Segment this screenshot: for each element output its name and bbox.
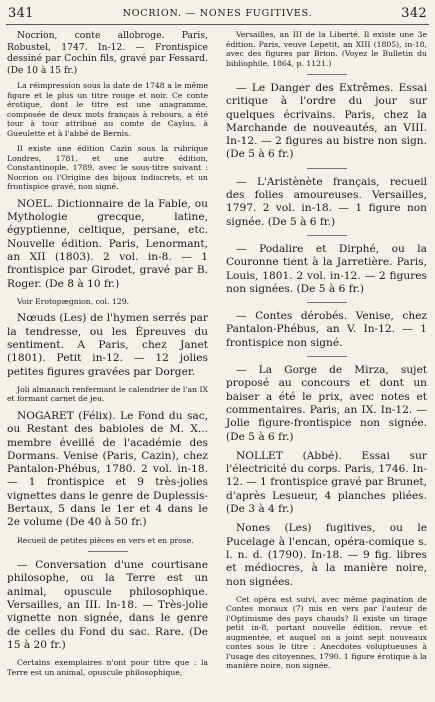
note-versailles: Versailles, an III de la Liberté. Il existe une 3e édition. Paris, veuve Lepetit, an XIII (1805), in-18, avec des figures par Brion. (Voyez le Bulletin du bibliophile, 1864, p. 1121.) bbox=[226, 30, 427, 68]
page-number-left: 341 bbox=[8, 6, 34, 21]
right-column bbox=[226, 30, 427, 677]
note-cazin: Il existe une édition Cazin sous la rubrique Londres, 1781, et une autre édition, Constantinople, 1789, avec le sous-titre suivant : Nocrion ou l'Origine des bijoux indiscrets, et un frontispice gravé, non signé. bbox=[7, 144, 208, 192]
entry-gorge-mirza: — La Gorge de Mirza, sujet proposé au concours et dont un baiser a été le prix, avec notes et commentaires. Paris, an IX. In-12. — Jolie figure-frontispice non signée. (De 5 à 6 fr.) bbox=[226, 364, 427, 443]
entry-contes-derobes: — Contes dérobés. Venise, chez Pantalon-Phébus, an V. In-12. — 1 frontispice non signé. bbox=[226, 310, 427, 349]
entry-aristenete: — L'Aristènète français, recueil des folies amoureuses. Versailles, 1797. 2 vol. in-18. — 1 figure non signée. (De 5 à 6 fr.) bbox=[226, 175, 427, 228]
entry-nocrion: Nocrion, conte allobroge. Paris, Robustel, 1747. In-12. — Frontispice dessiné par Cochin fils, gravé par Fessard. (De 10 à 15 fr.) bbox=[7, 30, 208, 76]
separator bbox=[307, 302, 347, 303]
header-rule bbox=[6, 24, 429, 25]
note-opera: Cet opéra est suivi, avec même pagination de Contes moraux (7) mis en vers par l'auteur de l'Optimisme des pays chauds? Il existe un tirage petit in-8, portant nouvelle édition, revue et augmentée, et auquel on a joint sept nouveaux contes sous le titre : Anecdotes voluptueuses à l'usage des citoyennes, 1790. 1 figure érotique à la manière noire, non signée. bbox=[226, 594, 427, 671]
entry-nones: Nones (Les) fugitives, ou le Pucelage à l'encan, opéra-comique s. l. n. d. (1790). In-18. — 9 fig. libres et médiocres, à la manière noire, non signées. bbox=[226, 522, 427, 588]
running-title: NOCRION. — NONES FUGITIVES. bbox=[122, 8, 313, 19]
separator bbox=[307, 235, 347, 236]
page-header bbox=[0, 0, 435, 24]
entry-noel: NOEL. Dictionnaire de la Fable, ou Mythologie grecque, latine, égyptienne, celtique, persane, etc. Nouvelle édition. Paris, Lenormant, an XII (1803). 2 vol. in-8. — 1 frontispice par Girodet, gravé par B. Roger. (De 8 à 10 fr.) bbox=[7, 197, 208, 290]
note-exemplaires: Certains exemplaires n'ont pour titre que : la Terre est un animal, opuscule philosophique, bbox=[7, 658, 208, 677]
entry-podalire: — Podalire et Dirphé, ou la Couronne tient à la Jarretière. Paris, Louis, 1801. 2 vol. in-12. — 2 figures non signées. (De 5 à 6 fr.) bbox=[226, 242, 427, 295]
entry-danger: — Le Danger des Extrêmes. Essai critique à l'ordre du jour sur quelques écrivains. Paris, chez la Marchande de nouveautés, an VIII. In-12. — 2 figures au bistre non sign. (De 5 à 6 fr.) bbox=[226, 82, 427, 161]
note-almanach: Joli almanach renfermant le calendrier de l'an IX et formant carnet de jeu. bbox=[7, 384, 208, 404]
page-number-right: 342 bbox=[401, 6, 427, 21]
entry-nollet: NOLLET (Abbé). Essai sur l'électricité du corps. Paris, 1746. In-12. — 1 frontispice gravé par Brunet, d'après Lesueur, 4 planches pliées. (De 3 à 4 fr.) bbox=[226, 449, 427, 516]
separator bbox=[307, 356, 347, 357]
note-reimpression: La réimpression sous la date de 1748 a le même figure et le plus un titre rouge et noir. Ce conte érotique, dont le titre est une anagramme, composée de deux mots français à rebours, a été tour à tour attribué au comte de Caylus, à Gueulette et à l'abbé de Bernis. bbox=[7, 81, 208, 138]
left-column bbox=[7, 30, 208, 683]
entry-nogaret: NOGARET (Félix). Le Fond du sac, ou Restant des babioles de M. X... membre éveillé de l'académie des Dormans. Venise (Paris, Cazin), chez Pantalon-Phébus, 1780. 2 vol. in-18. — 1 frontispice et 9 très-jolies vignettes dans le genre de Duplessis-Bertaux, 5 dans le 1er et 4 dans le 2e volume (De 40 à 50 fr.) bbox=[7, 409, 208, 529]
entry-noeuds: Nœuds (Les) de l'hymen serrés par la tendresse, ou les Épreuves du sentiment. A Paris, chez Janet (1801). Petit in-12. — 12 jolies petites figures gravées par Dorger. bbox=[7, 312, 208, 378]
separator bbox=[307, 168, 347, 169]
note-erotopaegnion: Voir Erotopægnion, col. 129. bbox=[17, 296, 130, 306]
note-recueil: Recueil de petites pièces en vers et en prose. bbox=[17, 535, 194, 545]
separator bbox=[88, 551, 128, 552]
entry-conversation: — Conversation d'une courtisane philosophe, ou la Terre est un animal, opuscule philosophique. Versailles, an III. In-18. — Très-jolie vignette non signée, dans le genre de celles du Fond du sac. Rare. (De 15 à 20 fr.) bbox=[7, 559, 208, 651]
separator bbox=[307, 74, 347, 75]
